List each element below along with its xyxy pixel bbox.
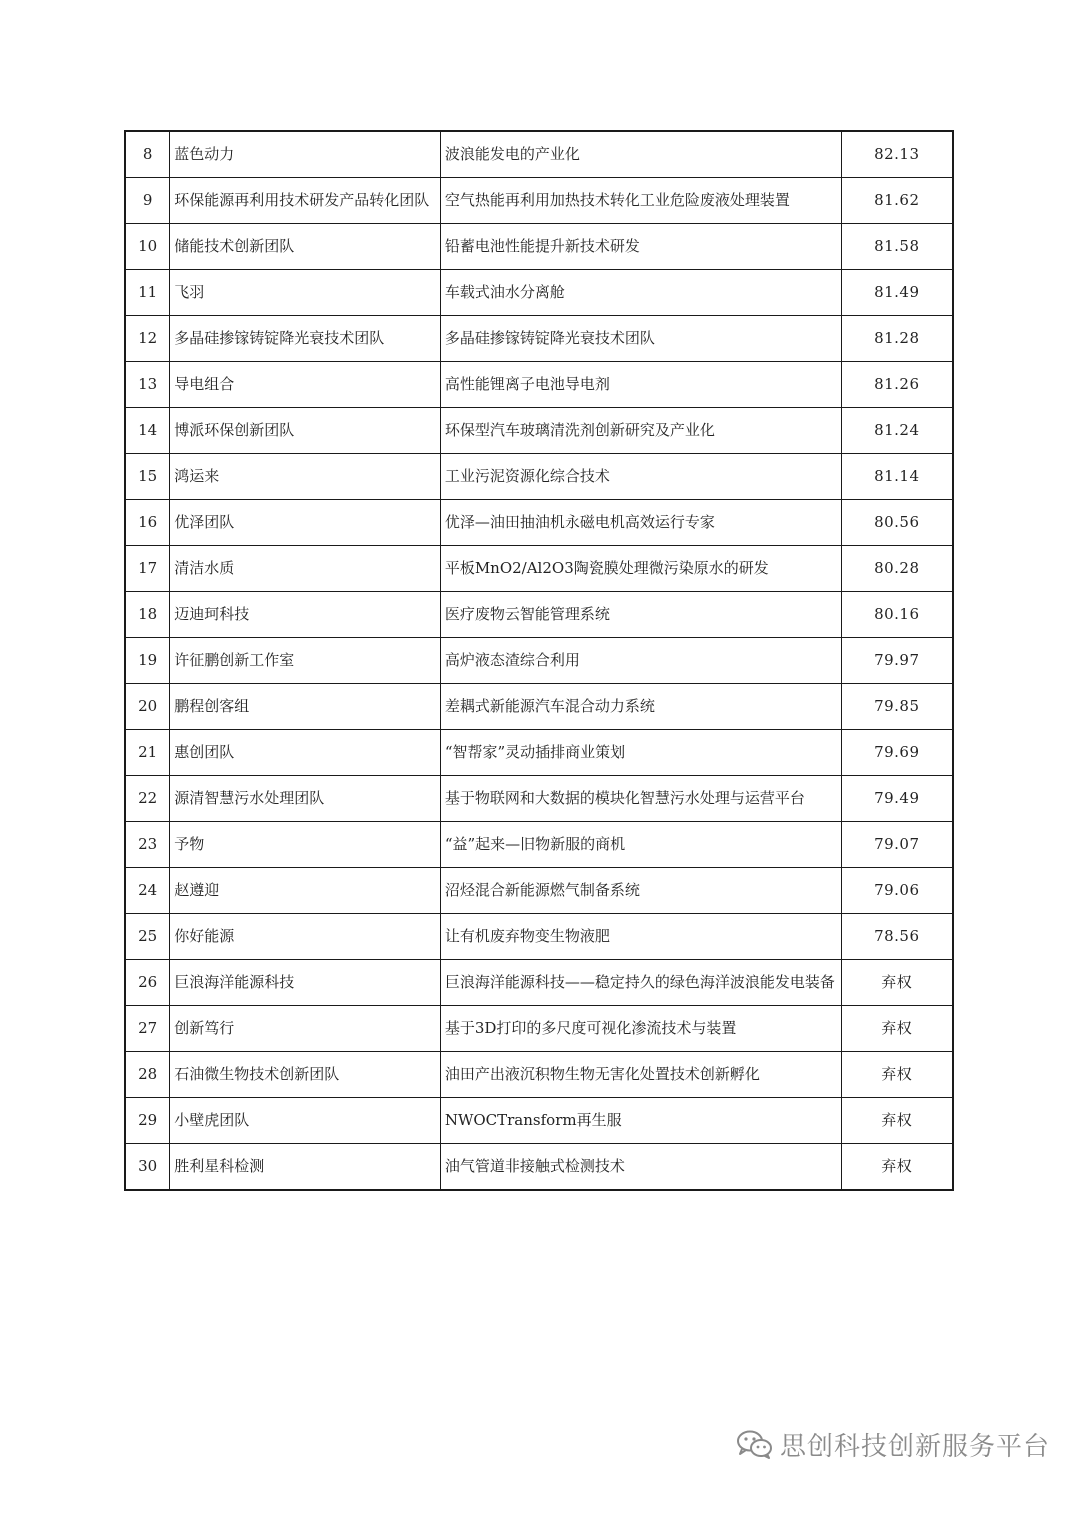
- team-name-cell: 创新笃行: [170, 1006, 441, 1052]
- score-cell: 79.69: [841, 730, 953, 776]
- rank-cell: 13: [125, 362, 170, 408]
- project-name-cell: 基于3D打印的多尺度可视化渗流技术与装置: [440, 1006, 841, 1052]
- rank-cell: 17: [125, 546, 170, 592]
- team-name-cell: 胜利星科检测: [170, 1144, 441, 1191]
- table-row: [125, 1098, 953, 1144]
- score-cell: 弃权: [841, 1006, 953, 1052]
- rank-cell: 29: [125, 1098, 170, 1144]
- table-row: [125, 1006, 953, 1052]
- rank-cell: 12: [125, 316, 170, 362]
- team-name-cell: 石油微生物技术创新团队: [170, 1052, 441, 1098]
- team-name-cell: 环保能源再利用技术研发产品转化团队: [170, 178, 441, 224]
- table-row: [125, 592, 953, 638]
- project-name-cell: 基于物联网和大数据的模块化智慧污水处理与运营平台: [440, 776, 841, 822]
- wechat-icon: [736, 1429, 774, 1459]
- team-name-cell: 迈迪珂科技: [170, 592, 441, 638]
- project-name-cell: 差耦式新能源汽车混合动力系统: [440, 684, 841, 730]
- rank-cell: 26: [125, 960, 170, 1006]
- score-cell: 82.13: [841, 131, 953, 178]
- table-row: [125, 546, 953, 592]
- score-cell: 78.56: [841, 914, 953, 960]
- table-row: [125, 500, 953, 546]
- rank-cell: 10: [125, 224, 170, 270]
- project-name-cell: 巨浪海洋能源科技——稳定持久的绿色海洋波浪能发电装备: [440, 960, 841, 1006]
- results-table: [124, 130, 954, 1191]
- score-cell: 81.24: [841, 408, 953, 454]
- team-name-cell: 博派环保创新团队: [170, 408, 441, 454]
- table-row: [125, 224, 953, 270]
- score-cell: 弃权: [841, 1144, 953, 1191]
- table-row: [125, 131, 953, 178]
- project-name-cell: 油气管道非接触式检测技术: [440, 1144, 841, 1191]
- team-name-cell: 储能技术创新团队: [170, 224, 441, 270]
- rank-cell: 19: [125, 638, 170, 684]
- score-cell: 79.06: [841, 868, 953, 914]
- table-row: [125, 316, 953, 362]
- project-name-cell: 让有机废弃物变生物液肥: [440, 914, 841, 960]
- table-row: [125, 914, 953, 960]
- rank-cell: 18: [125, 592, 170, 638]
- rank-cell: 21: [125, 730, 170, 776]
- team-name-cell: 予物: [170, 822, 441, 868]
- rank-cell: 22: [125, 776, 170, 822]
- score-cell: 81.26: [841, 362, 953, 408]
- team-name-cell: 源清智慧污水处理团队: [170, 776, 441, 822]
- project-name-cell: 环保型汽车玻璃清洗剂创新研究及产业化: [440, 408, 841, 454]
- table-row: [125, 730, 953, 776]
- rank-cell: 8: [125, 131, 170, 178]
- rank-cell: 30: [125, 1144, 170, 1191]
- project-name-cell: 工业污泥资源化综合技术: [440, 454, 841, 500]
- score-cell: 81.58: [841, 224, 953, 270]
- project-name-cell: 铅蓄电池性能提升新技术研发: [440, 224, 841, 270]
- project-name-cell: 油田产出液沉积物生物无害化处置技术创新孵化: [440, 1052, 841, 1098]
- table-row: [125, 868, 953, 914]
- project-name-cell: 高炉液态渣综合利用: [440, 638, 841, 684]
- score-cell: 81.49: [841, 270, 953, 316]
- table-row: [125, 362, 953, 408]
- score-cell: 80.16: [841, 592, 953, 638]
- rank-cell: 23: [125, 822, 170, 868]
- project-name-cell: 车载式油水分离舱: [440, 270, 841, 316]
- score-cell: 弃权: [841, 1098, 953, 1144]
- rank-cell: 14: [125, 408, 170, 454]
- table-row: [125, 684, 953, 730]
- project-name-cell: “益”起来—旧物新服的商机: [440, 822, 841, 868]
- team-name-cell: 巨浪海洋能源科技: [170, 960, 441, 1006]
- table-body: [125, 131, 953, 1190]
- table-row: [125, 638, 953, 684]
- score-cell: 弃权: [841, 960, 953, 1006]
- team-name-cell: 蓝色动力: [170, 131, 441, 178]
- watermark: [736, 1424, 1050, 1464]
- rank-cell: 16: [125, 500, 170, 546]
- team-name-cell: 导电组合: [170, 362, 441, 408]
- score-cell: 81.62: [841, 178, 953, 224]
- team-name-cell: 多晶硅掺镓铸锭降光衰技术团队: [170, 316, 441, 362]
- score-cell: 弃权: [841, 1052, 953, 1098]
- table-row: [125, 1052, 953, 1098]
- score-cell: 81.28: [841, 316, 953, 362]
- rank-cell: 11: [125, 270, 170, 316]
- project-name-cell: NWOCTransform再生服: [440, 1098, 841, 1144]
- table-row: [125, 454, 953, 500]
- team-name-cell: 你好能源: [170, 914, 441, 960]
- score-cell: 79.97: [841, 638, 953, 684]
- project-name-cell: 波浪能发电的产业化: [440, 131, 841, 178]
- table-row: [125, 178, 953, 224]
- score-cell: 81.14: [841, 454, 953, 500]
- project-name-cell: 多晶硅掺镓铸锭降光衰技术团队: [440, 316, 841, 362]
- team-name-cell: 飞羽: [170, 270, 441, 316]
- score-cell: 79.85: [841, 684, 953, 730]
- project-name-cell: “智帮家”灵动插排商业策划: [440, 730, 841, 776]
- rank-cell: 15: [125, 454, 170, 500]
- team-name-cell: 惠创团队: [170, 730, 441, 776]
- score-cell: 79.07: [841, 822, 953, 868]
- table-row: [125, 270, 953, 316]
- project-name-cell: 优泽—油田抽油机永磁电机高效运行专家: [440, 500, 841, 546]
- score-cell: 80.28: [841, 546, 953, 592]
- project-name-cell: 医疗废物云智能管理系统: [440, 592, 841, 638]
- project-name-cell: 沼烃混合新能源燃气制备系统: [440, 868, 841, 914]
- rank-cell: 9: [125, 178, 170, 224]
- table-row: [125, 1144, 953, 1191]
- score-cell: 79.49: [841, 776, 953, 822]
- team-name-cell: 赵遵迎: [170, 868, 441, 914]
- project-name-cell: 平板MnO2/Al2O3陶瓷膜处理微污染原水的研发: [440, 546, 841, 592]
- table-row: [125, 776, 953, 822]
- team-name-cell: 清洁水质: [170, 546, 441, 592]
- rank-cell: 27: [125, 1006, 170, 1052]
- watermark-text: 思创科技创新服务平台: [780, 1431, 1051, 1462]
- table-row: [125, 822, 953, 868]
- team-name-cell: 鸿运来: [170, 454, 441, 500]
- table-row: [125, 408, 953, 454]
- team-name-cell: 小壁虎团队: [170, 1098, 441, 1144]
- team-name-cell: 鹏程创客组: [170, 684, 441, 730]
- project-name-cell: 高性能锂离子电池导电剂: [440, 362, 841, 408]
- rank-cell: 25: [125, 914, 170, 960]
- rank-cell: 28: [125, 1052, 170, 1098]
- score-cell: 80.56: [841, 500, 953, 546]
- table-row: [125, 960, 953, 1006]
- team-name-cell: 许征鹏创新工作室: [170, 638, 441, 684]
- rank-cell: 20: [125, 684, 170, 730]
- rank-cell: 24: [125, 868, 170, 914]
- team-name-cell: 优泽团队: [170, 500, 441, 546]
- project-name-cell: 空气热能再利用加热技术转化工业危险废液处理装置: [440, 178, 841, 224]
